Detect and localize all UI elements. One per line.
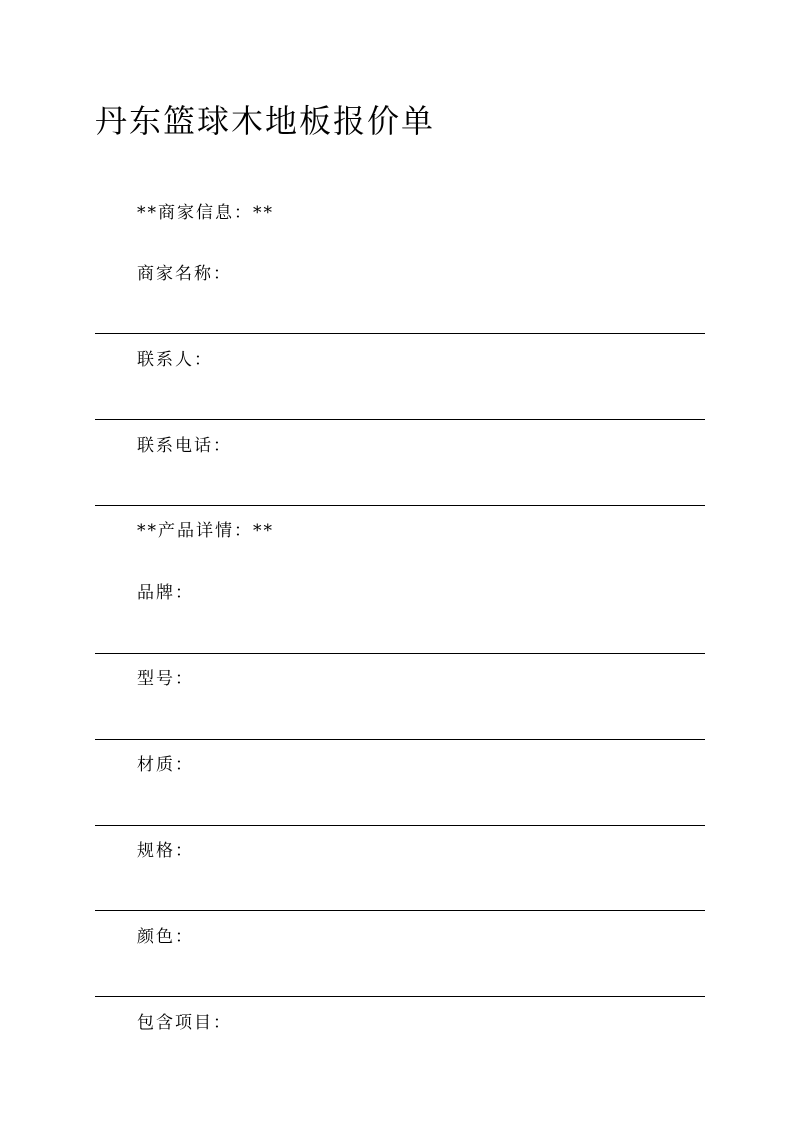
material-label: 材质： <box>137 755 194 775</box>
model-label: 型号： <box>137 669 194 689</box>
includes-label: 包含项目： <box>137 1013 232 1033</box>
merchant-name-label: 商家名称： <box>137 264 232 284</box>
spec-label: 规格： <box>137 841 194 861</box>
brand-line <box>95 653 705 654</box>
material-line <box>95 825 705 826</box>
contact-person-line <box>95 419 705 420</box>
merchant-name-line <box>95 333 705 334</box>
spec-line <box>95 910 705 911</box>
color-line <box>95 996 705 997</box>
product-section-heading: **产品详情：** <box>137 521 274 541</box>
contact-phone-label: 联系电话： <box>137 436 232 456</box>
page-title: 丹东篮球木地板报价单 <box>95 102 436 140</box>
contact-person-label: 联系人： <box>137 350 213 370</box>
contact-phone-line <box>95 505 705 506</box>
merchant-section-heading: **商家信息：** <box>137 203 274 223</box>
color-label: 颜色： <box>137 927 194 947</box>
model-line <box>95 739 705 740</box>
brand-label: 品牌： <box>137 583 194 603</box>
